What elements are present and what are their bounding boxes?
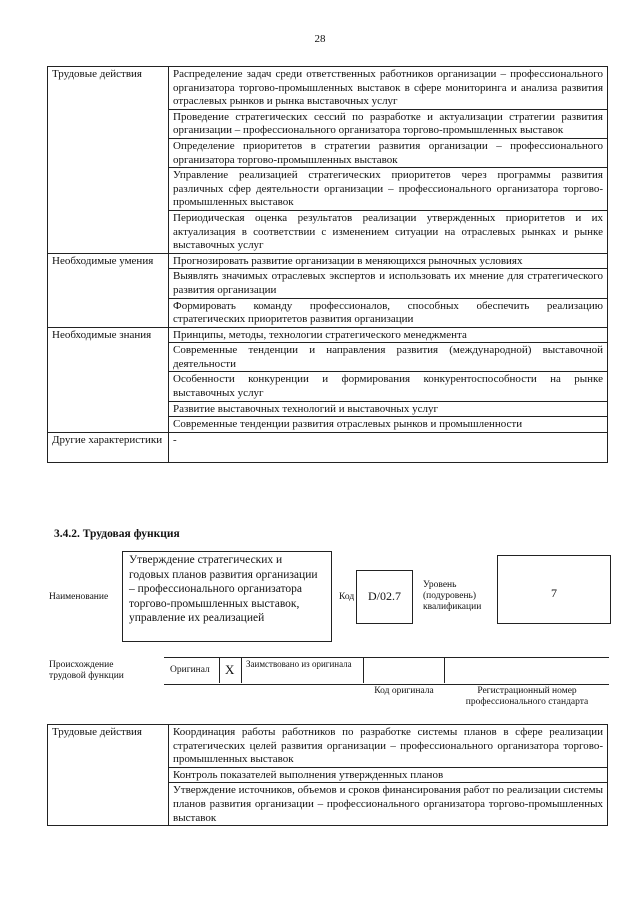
code-label: Код	[339, 592, 355, 602]
table-row	[48, 327, 608, 343]
table-cell: Развитие выставочных технологий и выставочных услуг	[169, 401, 608, 417]
code-box	[356, 570, 413, 624]
table-cell: Выявлять значимых отраслевых экспертов и использовать их мнение для стратегического развития организации	[169, 269, 608, 298]
row-label-labor-actions: Трудовые действия	[48, 725, 169, 826]
original-label: Оригинал	[170, 665, 210, 675]
level-value: 7	[551, 586, 557, 600]
level-label: Уровень (подуровень) квалификации	[423, 580, 482, 612]
reg-number-caption: Регистрационный номер профессионального стандарта	[465, 686, 589, 707]
table-cell: Определение приоритетов в стратегии развития организации – профессионального организатора торгово-промышленных выставок	[169, 138, 608, 167]
original-mark: X	[225, 662, 235, 677]
table-cell: Периодическая оценка результатов реализации утвержденных приоритетов и их актуализация в соответствии с изменением ситуации на отраслевых рынках и рынке выставочных услуг	[169, 210, 608, 253]
name-box	[122, 551, 332, 642]
row-label-labor-actions: Трудовые действия	[48, 67, 169, 254]
section-title: 3.4.2. Трудовая функция	[54, 528, 180, 540]
labor-actions-table	[47, 724, 608, 826]
page-number: 28	[314, 33, 326, 45]
table-cell: Современные тенденции развития отраслевых рынков и промышленности	[169, 417, 608, 433]
competency-table	[47, 66, 608, 463]
borrowed-label: Заимствовано из оригинала	[246, 659, 352, 669]
table-cell: Принципы, методы, технологии стратегического менеджмента	[169, 327, 608, 343]
table-row	[48, 725, 608, 768]
table-cell: Формировать команду профессионалов, способных обеспечить реализацию стратегических приоритетов развития организации	[169, 298, 608, 327]
table-cell: Проведение стратегических сессий по разработке и актуализации стратегии развития организации – профессионального организатора торгово-промышленных выставок	[169, 109, 608, 138]
table-cell: Прогнозировать развитие организации в меняющихся рыночных условиях	[169, 253, 608, 269]
row-label-other: Другие характеристики	[48, 432, 169, 462]
code-original-caption: Код оригинала	[374, 686, 434, 696]
table-cell: -	[169, 432, 608, 462]
table-cell: Управление реализацией стратегических приоритетов через программы развития различных сфер деятельности организации – профессионального организатора торгово-промышленных выставок	[169, 168, 608, 211]
table-cell: Особенности конкуренции и формирования конкурентоспособности на рынке выставочных услуг	[169, 372, 608, 401]
origin-label: Происхождение трудовой функции	[49, 660, 124, 681]
table-cell: Утверждение источников, объемов и сроков финансирования работ по реализации системы планов развития организации – профессионального организатора торгово-промышленных выставок	[169, 783, 608, 826]
table-row	[48, 432, 608, 462]
table-row	[48, 67, 608, 110]
row-label-knowledge: Необходимые знания	[48, 327, 169, 432]
table-cell: Координация работы работников по разработке системы планов в сфере реализации стратегических целей развития организации – профессионального организатора торгово-промышленных выставок	[169, 725, 608, 768]
table-cell: Современные тенденции и направления развития (международной) выставочной деятельности	[169, 343, 608, 372]
code-value: D/02.7	[368, 589, 401, 603]
function-name: Утверждение стратегических и годовых планов развития организации – профессионального организатора торгово-промышленных выставок, управление их реализацией	[129, 554, 318, 624]
level-box	[497, 555, 611, 624]
table-row	[48, 253, 608, 269]
table-cell: Распределение задач среди ответственных работников организации – профессионального организатора торгово-промышленных выставок в сфере мониторинга и анализа развития отраслевых рынков и рынка выставочных услуг	[169, 67, 608, 110]
row-label-skills: Необходимые умения	[48, 253, 169, 327]
name-label: Наименование	[49, 592, 109, 602]
table-cell: Контроль показателей выполнения утвержденных планов	[169, 767, 608, 783]
